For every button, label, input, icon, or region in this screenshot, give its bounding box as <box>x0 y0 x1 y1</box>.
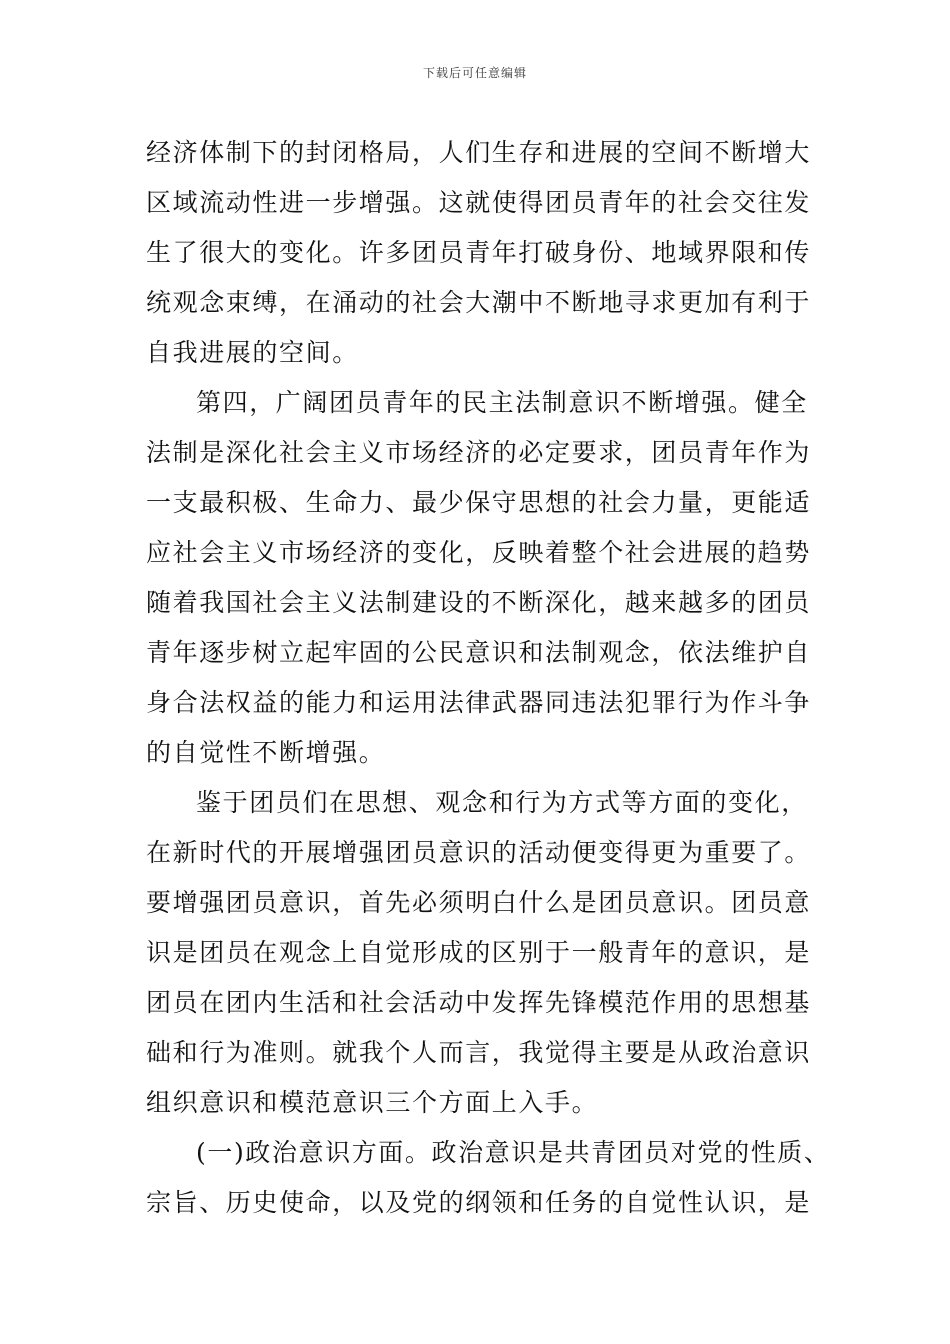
text-line: 础和行为准则。就我个人而言，我觉得主要是从政治意识 <box>146 1038 812 1067</box>
text-line: 要增强团员意识，首先必须明白什么是团员意识。团员意 <box>146 888 812 917</box>
text-line: 应社会主义市场经济的变化，反映着整个社会进展的趋势 <box>146 538 812 567</box>
text-line: 识是团员在观念上自觉形成的区别于一般青年的意识，是 <box>146 938 812 967</box>
text-line: 区域流动性进一步增强。这就使得团员青年的社会交往发 <box>146 188 812 217</box>
text-line: 团员在团内生活和社会活动中发挥先锋模范作用的思想基 <box>146 988 812 1017</box>
text-line: 法制是深化社会主义市场经济的必定要求，团员青年作为 <box>146 438 812 467</box>
text-line: 经济体制下的封闭格局，人们生存和进展的空间不断增大 <box>146 138 812 167</box>
document-body <box>146 128 831 1228</box>
text-line: 一支最积极、生命力、最少保守思想的社会力量，更能适 <box>146 488 812 517</box>
text-line: 青年逐步树立起牢固的公民意识和法制观念，依法维护自 <box>146 638 812 667</box>
text-line: 的自觉性不断增强。 <box>146 738 386 767</box>
text-line: 生了很大的变化。许多团员青年打破身份、地域界限和传 <box>146 238 812 267</box>
text-line: 宗旨、历史使命，以及党的纲领和任务的自觉性认识，是 <box>146 1188 812 1217</box>
text-line: 在新时代的开展增强团员意识的活动便变得更为重要了。 <box>146 838 812 867</box>
text-line: 身合法权益的能力和运用法律武器同违法犯罪行为作斗争 <box>146 688 812 717</box>
page-header: 下载后可任意编辑 <box>422 66 527 80</box>
text-line: 第四，广阔团员青年的民主法制意识不断增强。健全 <box>196 388 808 417</box>
text-line: 鉴于团员们在思想、观念和行为方式等方面的变化， <box>196 788 808 817</box>
text-line: 组织意识和模范意识三个方面上入手。 <box>146 1088 599 1117</box>
text-line: 自我进展的空间。 <box>146 338 359 367</box>
text-line: 统观念束缚，在涌动的社会大潮中不断地寻求更加有利于 <box>146 288 812 317</box>
text-line: (一)政治意识方面。政治意识是共青团员对党的性质、 <box>196 1138 831 1167</box>
text-line: 随着我国社会主义法制建设的不断深化，越来越多的团员 <box>146 588 812 617</box>
